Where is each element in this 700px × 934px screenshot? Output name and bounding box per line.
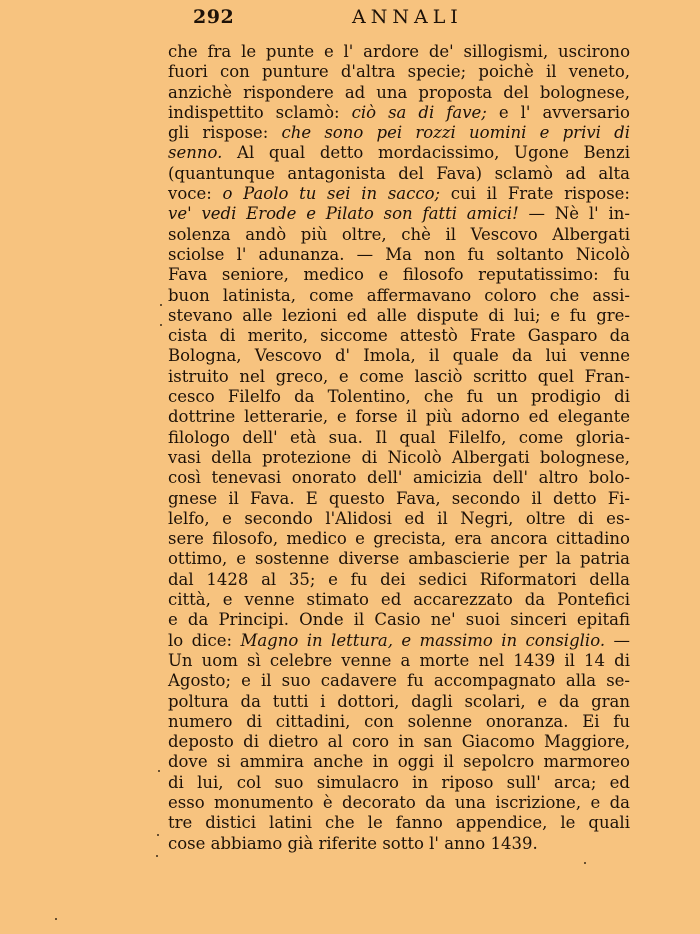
text-line	[168, 793, 630, 813]
text-line	[168, 42, 630, 62]
text-segment: tre distici latini che le fanno appendice, le quali	[168, 813, 630, 833]
body-text	[168, 42, 630, 854]
text-segment: deposto di dietro al coro in san Giacomo Maggiore,	[168, 732, 630, 752]
text-segment: —	[605, 630, 631, 650]
text-segment: numero di cittadini, con solenne onoranza. Ei fu	[168, 711, 630, 731]
text-segment: solenza andò più oltre, chè il Vescovo Albergati	[168, 224, 630, 244]
text-segment: città, e venne stimato ed accarezzato da Pontefici	[168, 590, 630, 610]
text-segment: cose abbiamo già riferite sotto l' anno 1439.	[168, 833, 538, 853]
running-head: ANNALI	[352, 6, 463, 28]
text-segment: gnese il Fava. E questo Fava, secondo il detto Fi-	[168, 488, 630, 508]
text-line	[168, 428, 630, 448]
text-line	[168, 509, 630, 529]
text-segment: gli rispose:	[168, 123, 282, 143]
text-segment: Al qual detto mordacissimo, Ugone Benzi	[222, 143, 630, 163]
text-line	[168, 286, 630, 306]
italic-quote: senno.	[168, 143, 223, 163]
italic-quote: o Paolo tu sei in sacco;	[222, 184, 441, 204]
text-line	[168, 123, 630, 143]
text-line	[168, 103, 630, 123]
text-segment: sere filosofo, medico e grecista, era ancora cittadino	[168, 529, 630, 549]
text-line	[168, 489, 630, 509]
text-line	[168, 752, 630, 772]
text-line	[168, 204, 630, 224]
text-segment: Bologna, Vescovo d' Imola, il quale da lui venne	[168, 346, 630, 366]
print-speck	[156, 855, 158, 857]
print-speck	[157, 834, 159, 836]
text-line	[168, 732, 630, 752]
text-segment: lo dice:	[168, 630, 241, 650]
text-line	[168, 448, 630, 468]
text-segment: — Nè l' in-	[518, 204, 630, 224]
text-segment: poltura da tutti i dottori, dagli scolari, e da gran	[168, 691, 630, 711]
text-line	[168, 306, 630, 326]
text-segment: esso monumento è decorato da una iscrizione, e da	[168, 792, 630, 812]
text-segment: Agosto; e il suo cadavere fu accompagnato alla se-	[168, 671, 630, 691]
text-segment: e da Principi. Onde il Casio ne' suoi sinceri epitafi	[168, 610, 630, 630]
text-segment: ottimo, e sostenne diverse ambascierie per la patria	[168, 549, 630, 569]
text-segment: fuori con punture d'altra specie; poichè il veneto,	[168, 62, 630, 82]
text-segment: che fra le punte e l' ardore de' sillogismi, uscirono	[168, 42, 630, 61]
text-segment: dottrine letterarie, e forse il più adorno ed elegante	[168, 407, 630, 427]
text-line	[168, 346, 630, 366]
text-line	[168, 590, 630, 610]
text-segment: dal 1428 al 35; e fu dei sedici Riformatori della	[168, 569, 630, 589]
text-segment: buon latinista, come affermavano coloro che assi-	[168, 285, 630, 305]
text-line	[168, 692, 630, 712]
text-line	[168, 143, 630, 163]
text-line	[168, 671, 630, 691]
text-line	[168, 265, 630, 285]
text-segment: vasi della protezione di Nicolò Albergati bolognese,	[168, 447, 630, 467]
text-line	[168, 813, 630, 833]
text-line	[168, 468, 630, 488]
text-segment: cesco Filelfo da Tolentino, che fu un prodigio di	[168, 387, 630, 407]
text-line	[168, 529, 630, 549]
text-line	[168, 549, 630, 569]
text-line	[168, 651, 630, 671]
text-segment: filologo dell' età sua. Il qual Filelfo, come gloria-	[168, 427, 630, 447]
text-line	[168, 83, 630, 103]
text-segment: cui il Frate rispose:	[440, 184, 630, 204]
text-line	[168, 407, 630, 427]
text-segment: lelfo, e secondo l'Alidosi ed il Negri, oltre di es-	[168, 508, 630, 528]
text-line	[168, 245, 630, 265]
italic-quote: ve' vedi Erode e Pilato son fatti amici!	[168, 204, 519, 224]
text-segment: istruito nel greco, e come lasciò scritto quel Fran-	[168, 366, 630, 386]
text-line	[168, 225, 630, 245]
text-line	[168, 387, 630, 407]
print-speck	[160, 304, 162, 306]
text-segment: anzichè rispondere ad una proposta del bolognese,	[168, 82, 630, 102]
text-segment: sciolse l' adunanza. — Ma non fu soltanto Nicolò	[168, 244, 630, 264]
text-line	[168, 712, 630, 732]
text-line	[168, 367, 630, 387]
text-segment: di lui, col suo simulacro in riposo sull' arca; ed	[168, 772, 630, 792]
text-segment: dove si ammira anche in oggi il sepolcro marmoreo	[168, 752, 630, 772]
text-line	[168, 164, 630, 184]
italic-quote: ciò sa di fave;	[351, 102, 487, 122]
text-segment: stevano alle lezioni ed alle dispute di lui; e fu gre-	[168, 305, 630, 325]
text-line	[168, 570, 630, 590]
text-segment: cista di merito, siccome attestò Frate Gasparo da	[168, 326, 630, 346]
print-speck	[158, 770, 160, 772]
page-header	[0, 6, 700, 30]
text-segment: e l' avversario	[486, 102, 630, 122]
page-number: 292	[193, 6, 235, 28]
text-segment: (quantunque antagonista del Fava) sclamò ad alta	[168, 163, 630, 183]
print-speck	[160, 324, 162, 326]
print-speck	[584, 862, 586, 864]
print-speck	[55, 918, 57, 920]
text-segment: voce:	[168, 184, 223, 204]
text-segment: così tenevasi onorato dell' amicizia dell' altro bolo-	[168, 468, 630, 488]
italic-quote: Magno in lettura, e massimo in consiglio.	[240, 630, 606, 650]
text-line	[168, 184, 630, 204]
text-line	[168, 773, 630, 793]
text-segment: Fava seniore, medico e filosofo reputatissimo: fu	[168, 265, 630, 285]
text-line	[168, 610, 630, 630]
text-segment: indispettito sclamò:	[168, 102, 352, 122]
text-line	[168, 834, 630, 854]
text-line	[168, 631, 630, 651]
text-segment: Un uom sì celebre venne a morte nel 1439 il 14 di	[168, 650, 630, 670]
text-line	[168, 62, 630, 82]
italic-quote: che sono pei rozzi uomini e privi di	[281, 123, 631, 143]
text-line	[168, 326, 630, 346]
